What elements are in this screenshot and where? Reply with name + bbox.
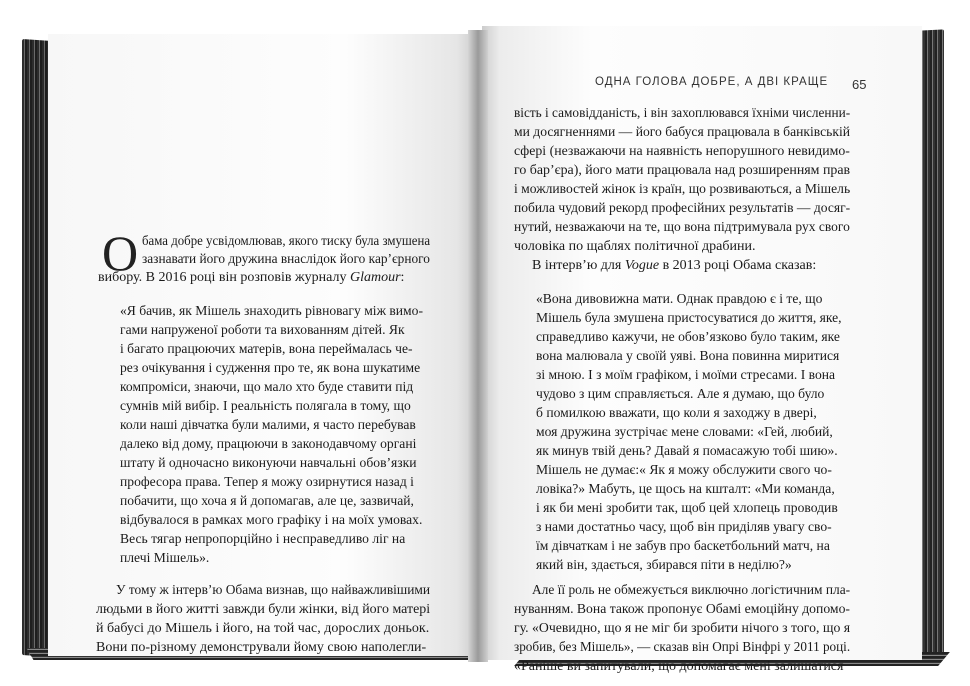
- quote-line: з нами достатньо часу, щоб він приділяв увагу сво-: [536, 519, 832, 534]
- quote-line: рез очікування і судження про те, як вона шукатиме: [120, 360, 421, 375]
- quote-line: вона малювала у своїй уяві. Вона повинна миритися: [536, 348, 840, 363]
- text-line: Але її роль не обмежується виключно логістичним пла-: [532, 583, 851, 598]
- text-line: людьми в його житті завжди були жінки, від його матері: [96, 602, 431, 617]
- quote-line: чудово з цим справляється. Але я думаю, що було: [536, 386, 825, 401]
- quote-line: штату й одночасно виконуючи навчальні обов’язки: [120, 455, 417, 470]
- text-line-with-magazine: В інтерв’ю для Vogue в 2013 році Обама сказав:: [532, 258, 817, 273]
- text-line: гу. «Очевидно, що я не міг би зробити нічого з того, що я: [514, 621, 851, 636]
- quote-line: далеко від дому, працюючи в законодавчому органі: [120, 436, 417, 451]
- text-line: чоловіка по щаблях політичної драбини.: [514, 239, 756, 254]
- quote-line: «Вона дивовижна мати. Однак правдою є і те, що: [536, 291, 823, 306]
- quote-line: їм дівчаткам і не забув про баскетбольний матч, на: [536, 538, 830, 553]
- text-line: ми досягненнями — його бабуся працювала в банківській: [514, 125, 851, 140]
- text-line: нуванням. Вона також пропонує Обамі емоційну допомо-: [514, 602, 850, 617]
- quote-line: як минув твій день? Давай я помасажую тобі шию».: [536, 443, 838, 458]
- quote-line: справедливо кажучи, не обов’язково було таким, яке: [536, 329, 840, 344]
- text-line: У тому ж інтерв’ю Обама визнав, що найважливішими: [116, 583, 431, 598]
- quote-line: моя дружина зустрічає мене словами: «Гей, любий,: [536, 424, 833, 439]
- quote-line: Мішель була змушена пристосуватися до життя, яке,: [536, 310, 842, 325]
- quote-line: і як би мені зробити так, щоб цей хлопець проводив: [536, 500, 838, 515]
- quote-line: компроміси, знаючи, що мало хто буде ставити під: [120, 379, 414, 394]
- text-line: і можливостей жінок із країн, що розвиваються, а Мішель: [514, 182, 851, 197]
- quote-line: ловіка?» Мабуть, це щось на кшталт: «Ми команда,: [536, 481, 835, 496]
- quote-line: сумнів мій вибір. І реальність полягала в тому, що: [120, 398, 411, 413]
- quote-line: плечі Мішель».: [120, 550, 210, 565]
- text-line: зробив, без Мішель», — сказав він Опрі Вінфрі у 2011 році.: [514, 640, 851, 655]
- drop-cap: О: [102, 225, 139, 281]
- quote-line: Весь тягар непропорційно і несправедливо ліг на: [120, 531, 406, 546]
- quote-line: «Я бачив, як Мішель знаходить рівновагу між вимо-: [120, 303, 423, 318]
- book-gutter: [468, 30, 488, 662]
- quote-line: професора права. Тепер я можу озирнутися назад і: [120, 474, 414, 489]
- text-line-with-magazine: вибору. В 2016 році він розповів журналу Glamour:: [98, 270, 405, 285]
- quote-line: і багато працюючих матерів, вона переймалась че-: [120, 341, 413, 356]
- quote-line: гами напруженої роботи та вихованням дітей. Як: [120, 322, 405, 337]
- text-line: бама добре усвідомлював, якого тиску була змушена: [142, 234, 431, 249]
- text-line: Вони по-різному демонстрували йому свою наполегли-: [96, 640, 427, 655]
- quote-line: побачити, що хоча я й допомагав, але це, зазвичай,: [120, 493, 414, 508]
- quote-line: який він, здається, збирався піти в неділю?»: [536, 557, 792, 572]
- text-line: й бабусі до Мішель і його, на той час, дорослих доньок.: [96, 621, 430, 636]
- running-title: ОДНА ГОЛОВА ДОБРЕ, А ДВІ КРАЩЕ: [595, 76, 829, 88]
- quote-line: б помилкою вважати, що коли я заходжу в двері,: [536, 405, 817, 420]
- text-line: сфері (незважаючи на наявність непорушного невидимо-: [514, 144, 850, 159]
- text-line: зазнавати його дружина внаслідок його кар’єрного: [142, 252, 430, 267]
- text-line: побила чудовий рекорд професійних результатів — досяг-: [514, 201, 851, 216]
- page-number: 65: [852, 77, 867, 92]
- right-page-stack: [920, 29, 944, 660]
- text-line: нутий, незважаючи на те, що вона підтримувала рух свого: [514, 220, 850, 235]
- quote-line: Мішель не думає:« Як я можу обслужити свого чо-: [536, 462, 832, 477]
- text-line: го бар’єра), його мати працювала над розширенням прав: [514, 163, 851, 178]
- text-line: «Раніше ви запитували, що допомагає мені залишатися: [514, 659, 844, 674]
- quote-line: відбувалося в рамках мого графіку і на моїх умовах.: [120, 512, 423, 527]
- quote-line: коли наші дівчатка були малими, я часто перебував: [120, 417, 416, 432]
- quote-line: зі мною. І з моїм графіком, і моїми стресами. І вона: [536, 367, 836, 382]
- text-line: вість і самовідданість, і він захоплювався їхніми численни-: [514, 106, 851, 121]
